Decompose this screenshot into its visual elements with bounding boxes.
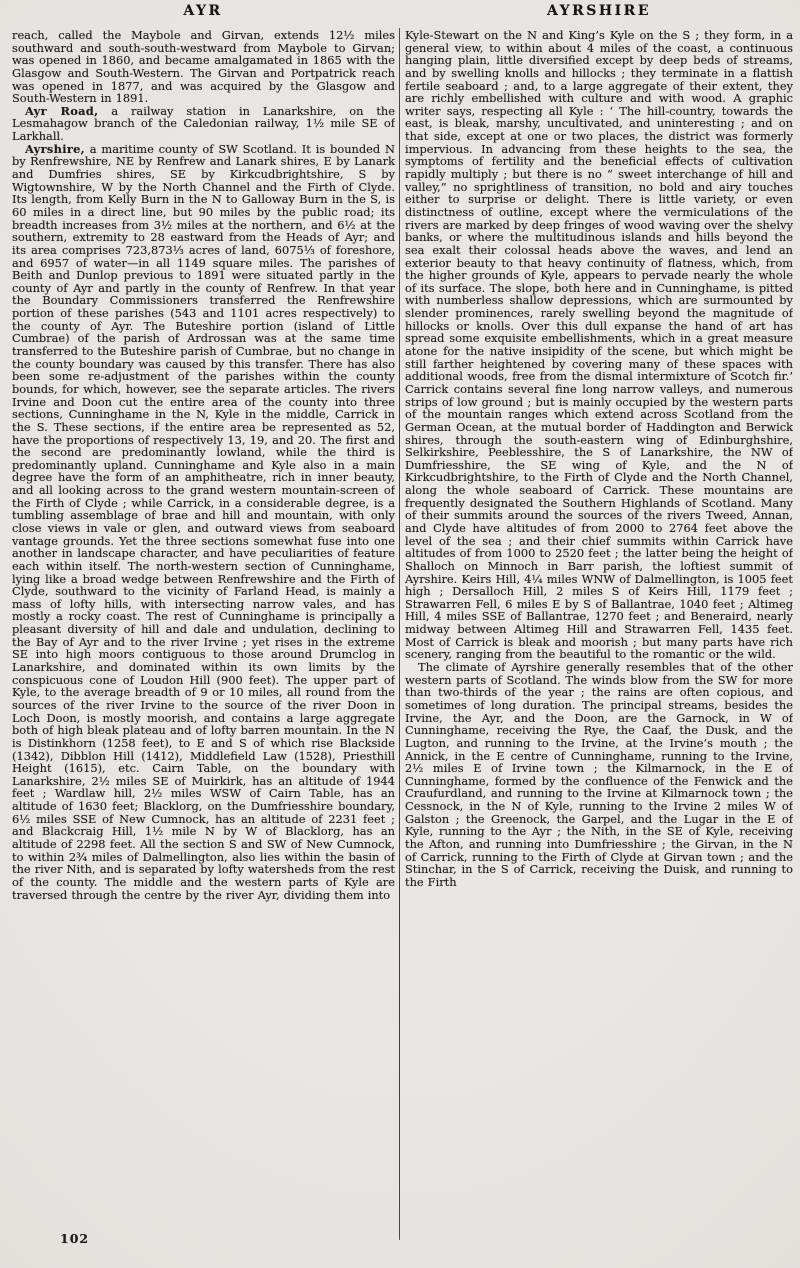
paragraph: Kyle-Stewart on the N and King’s Kyle on the S ; they form, in a general view, to within about 4 miles of the coast, a continuous hanging plain, little diversified except by deep beds of streams, and by swelling knolls and hillocks ; they terminate in a flattish fertile seaboard ; and, to a large aggregate of their extent, they are richly embellished with culture and with wood. A graphic writer says, respecting all Kyle : ‘ The hill-country, towards the east, is bleak, marshy, uncultivated, and uninteresting ; and on that side, except at one or two places, the district was formerly impervious. In advancing from these heights to the sea, the symptoms of fertility and the beneficial effects of cultivation rapidly multiply ; but there is no “ sweet interchange of hill and valley,” no sprightliness of transition, no bold and airy touches either to surprise or delight. There is little variety, or even distinctness of outline, except where the vermiculations of the rivers are marked by deep fringes of wood waving over the shelvy banks, or where the multitudinous islands and hills beyond the sea exalt their colossal heads above the waves, and lend an exterior beauty to that heavy continuity of flatness, which, from the higher grounds of Kyle, appears to pervade nearly the whole of its surface. The slope, both here and in Cunninghame, is pitted with numberless shallow depressions, which are surmounted by slender prominences, rarely swelling beyond the magnitude of hillocks or knolls. Over this dull expanse the hand of art has spread some exquisite embellishments, which in a great measure atone for the native insipidity of the scene, but which might be still farther heightened by covering many of these spaces with additional woods, free from the dismal intermixture of Scotch fir.’ Carrick contains several fine long narrow valleys, and numerous strips of low ground ; but is mainly occupied by the western parts of the mountain ranges which extend across Scotland from the German Ocean, at the mutual border of Haddington and Berwick shires, through the south-eastern wing of Edinburghshire, Selkirkshire, Peeblesshire, the S of Lanarkshire, the NW of Dumfriesshire, the SE wing of Kyle, and the N of Kirkcudbrightshire, to the Firth of Clyde and the North Channel, along the whole seaboard of Carrick. These mountains are frequently designated the Southern Highlands of Scotland. Many of their summits around the sources of the rivers Tweed, Annan, and Clyde have altitudes of from 2000 to 2764 feet above the level of the sea ; and their chief summits within Carrick have altitudes of from 1000 to 2520 feet ; the latter being the height of Shalloch on Minnoch in Barr parish, the loftiest summit of Ayrshire. Keirs Hill, 4¼ miles WNW of Dalmellington, is 1005 feet high ; Dersalloch Hill, 2 miles S of Keirs Hill, 1179 feet ; Strawarren Fell, 6 miles E by S of Ballantrae, 1040 feet ; Altimeg Hill, 4 miles SSE of Ballantrae, 1270 feet ; and Beneraird, nearly midway between Altimeg Hill and Strawarren Fell, 1435 feet. Most of Carrick is bleak and moorish ; but many parts have rich scenery, ranging from the beautiful to the romantic or the wild.: [405, 29, 793, 662]
text-column-left: [12, 29, 395, 1243]
running-head-right: AYRSHIRE: [547, 3, 651, 19]
paragraph: The climate of Ayrshire generally resembles that of the other western parts of Scotland. The winds blow from the SW for more than two-thirds of the year ; the rains are often copious, and sometimes of long duration. The principal streams, besides the Irvine, the Ayr, and the Doon, are the Garnock, in W of Cunninghame, receiving the Rye, the Caaf, the Dusk, and the Lugton, and running to the Irvine, at the Irvine’s mouth ; the Annick, in the E centre of Cunninghame, running to the Irvine, 2½ miles E of Irvine town ; the Kilmarnock, in the E of Cunninghame, formed by the confluence of the Fenwick and the Craufurdland, and running to the Irvine at Kilmarnock town ; the Cessnock, in the N of Kyle, running to the Irvine 2 miles W of Galston ; the Greenock, the Garpel, and the Lugar in the E of Kyle, running to the Ayr ; the Nith, in the SE of Kyle, receiving the Afton, and running into Dumfriesshire ; the Girvan, in the N of Carrick, running to the Firth of Clyde at Girvan town ; and the Stinchar, in the S of Carrick, receiving the Duisk, and running to the Firth: [405, 660, 793, 889]
running-head-left: AYR: [183, 3, 223, 19]
entry-headword: Ayrshire,: [25, 141, 85, 156]
paragraph: reach, called the Maybole and Girvan, extends 12½ miles southward and south-south-westward from Maybole to Girvan; was opened in 1860, and became amalgamated in 1865 with the Glasgow and South-Western. The Girvan and Portpatrick reach was opened in 1877, and was acquired by the Glasgow and South-Western in 1891.: [12, 29, 395, 106]
column-divider-rule: [399, 28, 401, 1240]
paragraph: Ayr Road, a railway station in Lanarkshire, on the Lesmahagow branch of the Caledonian railway, 1½ mile SE of Larkhall.: [12, 103, 395, 144]
text-column-right: [405, 29, 793, 1243]
entry-headword: Ayr Road,: [25, 103, 99, 118]
paragraph: Ayrshire, a maritime county of SW Scotland. It is bounded N by Renfrewshire, NE by Renfrew and Lanark shires, E by Lanark and Dumfries shires, SE by Kirkcudbrightshire, S by Wigtownshire, W by the North Channel and the Firth of Clyde. Its length, from Kelly Burn in the N to Galloway Burn in the S, is 60 miles in a direct line, but 90 miles by the public road; its breadth increases from 3½ miles at the northern, and 6½ at the southern, extremity to 28 eastward from the Heads of Ayr; and its area comprises 723,873⅓ acres of land, 6075⅓ of foreshore, and 6957 of water—in all 1149 square miles. The parishes of Beith and Dunlop previous to 1891 were situated partly in the county of Ayr and partly in the county of Renfrew. In that year the Boundary Commissioners transferred the Renfrewshire portion of these parishes (543 and 1101 acres respectively) to the county of Ayr. The Buteshire portion (island of Little Cumbrae) of the parish of Ardrossan was at the same time transferred to the Buteshire parish of Cumbrae, but no change in the county boundary was caused by this transfer. There has also been some re-adjustment of the parishes within the county bounds, for which, however, see the separate articles. The rivers Irvine and Doon cut the entire area of the county into three sections, Cunninghame in the N, Kyle in the middle, Carrick in the S. These sections, if the entire area be represented as 52, have the proportions of respectively 13, 19, and 20. The first and the second are predominantly lowland, while the third is predominantly upland. Cunninghame and Kyle also in a main degree have the form of an amphitheatre, rich in inner beauty, and all looking across to the grand western mountain-screen of the Firth of Clyde ; while Carrick, in a considerable degree, is a tumbling assemblage of brae and hill and mountain, with only close views in vale or glen, and outward views from seaboard vantage grounds. Yet the three sections somewhat fuse into one another in landscape character, and have peculiarities of feature each within itself. The north-western section of Cunninghame, lying like a broad wedge between Renfrewshire and the Firth of Clyde, southward to the vicinity of Farland Head, is mainly a mass of lofty hills, with intersecting narrow vales, and has mostly a rocky coast. The rest of Cunninghame is principally a pleasant diversity of hill and dale and undulation, declining to the Bay of Ayr and to the river Irvine ; yet rises in the extreme SE into high moors contiguous to those around Drumclog in Lanarkshire, and dominated within its own limits by the conspicuous cone of Loudon Hill (900 feet). The upper part of Kyle, to the average breadth of 9 or 10 miles, all round from the sources of the river Irvine to the source of the river Doon in Loch Doon, is mostly moorish, and contains a large aggregate both of high bleak plateau and of lofty barren mountain. In the N is Distinkhorn (1258 feet), to E and S of which rise Blackside (1342), Dibblon Hill (1412), Middlefield Law (1528), Priesthill Height (1615), etc. Cairn Table, on the boundary with Lanarkshire, 2½ miles SE of Muirkirk, has an altitude of 1944 feet ; Wardlaw hill, 2½ miles WSW of Cairn Table, has an altitude of 1630 feet; Blacklorg, on the Dumfriesshire boundary, 6½ miles SSE of New Cumnock, has an altitude of 2231 feet ; and Blackcraig Hill, 1½ mile N by W of Blacklorg, has an altitude of 2298 feet. All the section S and SW of New Cumnock, to within 2¾ miles of Dalmellington, also lies within the basin of the river Nith, and is separated by lofty watersheds from the rest of the county. The middle and the western parts of Kyle are traversed through the centre by the river Ayr, dividing them into: [12, 141, 395, 902]
page-number: 102: [60, 1231, 90, 1246]
